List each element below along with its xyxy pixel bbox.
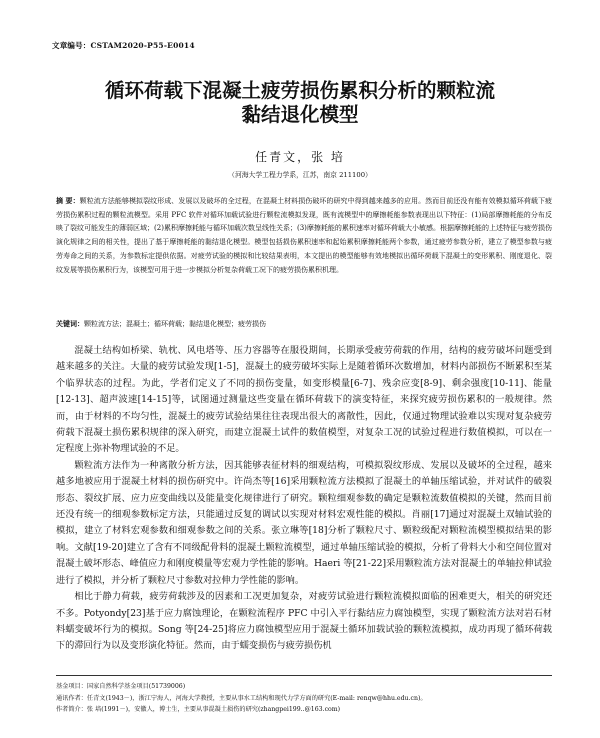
- abstract-label: 摘 要：: [56, 196, 80, 205]
- body-text: [56, 343, 552, 655]
- keywords: [56, 318, 552, 330]
- body-paragraph-1: 混凝土结构如桥梁、轨枕、风电塔等、压力容器等在服役期间，长期承受疲劳荷载的作用，结构的疲劳破坏问题受到越来越多的关注。大量的疲劳试验发现[1-5]，混凝土的疲劳破坏实际上是随着循环次数增加，材料内部损伤不断累积至某个临界状态的过程。为此，学者们定义了不同的损伤变量，如变形模量[6-7]、残余应变[8-9]、剩余强度[10-11]、能量[12-13]、超声波速[14-15]等，试图通过测量这些变量在循环荷载下的演变特征，来探究疲劳损伤累积的一般规律。然而，由于材料的不均匀性，混凝土的疲劳试验结果往往表现出很大的离散性，因此，仅通过物理试验难以实现对复杂疲劳荷载下混凝土损伤累积规律的深入研究，而建立混凝土试件的数值模型，对复杂工况的试验过程进行数值模拟，可以在一定程度上弥补物理试验的不足。: [56, 345, 552, 455]
- footnote-author-bio: 作者简介：张 培(1991－)，安徽人，博士生，主要从事混凝土损伤的研究(zhangpei199..@163.com): [56, 706, 341, 713]
- footnote-corresponding-author: 通讯作者：任青文(1943－)，浙江宁海人，河海大学教授，主要从事水工结构和现代力学方面的研究(E-mail: renqw@hhu.edu.cn)。: [56, 694, 427, 702]
- paper-title-line-1: 循环荷载下混凝土疲劳损伤累积分析的颗粒流: [104, 79, 495, 102]
- footnotes: [56, 681, 552, 716]
- affiliation: （河海大学工程力学系，江苏，南京 211100）: [228, 171, 372, 179]
- footnote-fund: 基金项目：国家自然科学基金项目(51739006): [56, 683, 186, 690]
- footnote-divider: [56, 675, 552, 676]
- abstract: [56, 194, 552, 277]
- body-paragraph-3: 相比于静力荷载，疲劳荷载涉及的因素和工况更加复杂，对疲劳试验进行颗粒流模拟面临的困难更大，相关的研究还不多。Potyondy[23]基于应力腐蚀理论，在颗粒流程序 PFC 中引入平行黏结应力腐蚀模型，实现了颗粒流方法对岩石材料蠕变破坏行为的模拟。Song 等[24-25]将应力腐蚀模型应用于混凝土循环加载试验的颗粒流模拟，成功再现了循环荷载下的滞回行为以及变形演化特征。然而，由于蠕变损伤与疲劳损伤机: [56, 591, 552, 652]
- body-paragraph-2: 颗粒流方法作为一种离散分析方法，因其能够表征材料的细观结构，可模拟裂纹形成、发展以及破坏的全过程，越来越多地被应用于混凝土材料的损伤研究中。许尚杰等[16]采用颗粒流方法模拟了混凝土的单轴压缩试验，并对试件的破裂形态、裂纹扩展、应力应变曲线以及能量变化规律进行了研究。颗粒细观参数的确定是颗粒流数值模拟的关键，然而目前还没有统一的细观参数标定方法，只能通过反复的调试以实现对材料宏观性能的模拟。肖丽[17]通过对混凝土双轴试验的模拟，建立了材料宏观参数和细观参数之间的关系。张立琳等[18]分析了颗粒尺寸、颗粒级配对颗粒流模型模拟结果的影响。文献[19-20]建立了含有不同级配骨料的混凝土颗粒流模型，通过单轴压缩试验的模拟，分析了骨料大小和空间位置对混凝土破坏形态、峰值应力和刚度模量等宏观力学性能的影响。Haeri 等[21-22]采用颗粒流方法对混凝土的单轴拉伸试验进行了模拟，并分析了颗粒尺寸参数对拉伸力学性能的影响。: [56, 459, 552, 586]
- keywords-label: 关键词：: [56, 319, 84, 328]
- keywords-text: 颗粒流方法；混凝土；循环荷载；黏结退化模型；疲劳损伤: [84, 320, 266, 328]
- paper-title-line-2: 黏结退化模型: [241, 103, 359, 126]
- authors: 任青文，张 培: [255, 150, 345, 164]
- article-id: 文章编号：CSTAM2020-P55-E0014: [52, 41, 195, 50]
- abstract-text: 颗粒流方法能够模拟裂纹形成、发展以及破坏的全过程，在混凝土材料损伤破坏的研究中得到越来越多的应用。然而目前还没有能有效模拟循环荷载下疲劳损伤累积过程的颗粒流模型。采用 PFC 软件对循环加载试验进行颗粒流模拟发现，既有流模型中的摩擦耗能参数表现出以下特征：(1)局部摩擦耗能的分布反映了裂纹可能发生的薄弱区域；(2)累积摩擦耗能与循环加载次数呈线性关系；(3)摩擦耗能的累积速率对循环荷载大小敏感。根据摩擦耗能的上述特征与疲劳损伤演化规律之间的相关性，提出了基于摩擦耗能的黏结退化模型。模型包括损伤累积速率和起始累积摩擦耗能两个参数，通过疲劳参数分析，建立了模型参数与疲劳寿命之间的关系，为参数标定提供依据。对疲劳试验的模拟和比较结果表明，本文提出的模型能够有效地模拟出循环荷载下混凝土的变形累积、刚度退化、裂纹发展等损伤累积行为，该模型可用于进一步模拟分析复杂荷载工况下的疲劳损伤累积机理。: [56, 197, 552, 274]
